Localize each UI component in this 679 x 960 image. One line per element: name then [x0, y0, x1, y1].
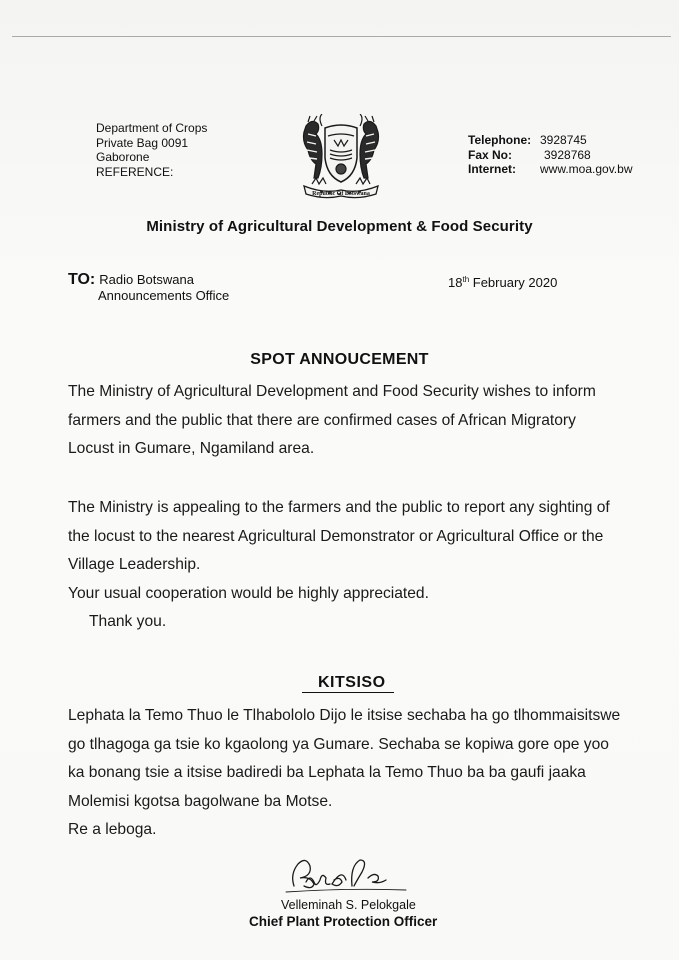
contact-label: Telephone: [468, 133, 532, 147]
text-line: The Ministry is appealing to the farmers and the public to report any sighting of [68, 499, 610, 516]
signature-image [276, 852, 416, 896]
contact-block [468, 133, 632, 177]
address-line: Department of Crops [96, 121, 208, 135]
text-line: farmers and the public that there are confirmed cases of African Migratory [68, 411, 576, 429]
address-block [96, 121, 207, 179]
contact-row-fax [468, 148, 632, 163]
signatory-title: Chief Plant Protection Officer [249, 914, 438, 929]
contact-value: www.moa.gov.bw [540, 162, 633, 176]
date-day: 18 [448, 275, 463, 290]
top-border-rule [12, 36, 671, 37]
text-line: the locust to the nearest Agricultural Demonstrator or Agricultural Office or the [68, 527, 604, 545]
text-line: ka bonang tsie a itsise badiredi ba Lephata la Temo Thuo ba ba gaufi jaaka [68, 764, 586, 781]
text-line: The Ministry of Agricultural Development and Food Security wishes to inform [68, 383, 596, 400]
english-paragraph-2 [68, 494, 638, 637]
english-paragraph-1 [68, 378, 638, 464]
contact-row-internet [468, 162, 632, 177]
contact-row-telephone [468, 133, 632, 148]
date-suffix: th [462, 275, 470, 284]
setswana-closing: Re a leboga. [68, 821, 157, 838]
crest-caption: Republic Of Botswana [312, 191, 370, 197]
english-closing: Thank you. [89, 613, 167, 630]
contact-label: Fax No: [468, 147, 513, 162]
text-line: Locust in Gumare, Ngamiland area. [68, 440, 315, 457]
recipient-line: Announcements Office [98, 288, 230, 303]
letter-date [448, 275, 557, 290]
date-rest: February 2020 [472, 275, 558, 290]
address-line: Private Bag 0091 [96, 135, 189, 150]
contact-value: 3928768 [544, 147, 591, 162]
text-line: Lephata la Temo Thuo le Tlhabololo Dijo le itsise sechaba ha go tlhommaisitswe [68, 707, 621, 724]
text-line: Your usual cooperation would be highly appreciated. [68, 584, 429, 602]
address-line: REFERENCE: [96, 164, 174, 179]
recipient-block [68, 272, 229, 304]
announcement-heading: SPOT ANNOUCEMENT [250, 351, 429, 368]
kitsiso-underline [302, 692, 394, 693]
contact-label: Internet: [468, 162, 516, 176]
text-line: Village Leadership. [68, 556, 201, 573]
signatory-name: Velleminah S. Pelokgale [281, 898, 416, 912]
ministry-title: Ministry of Agricultural Development & Food Security [146, 218, 533, 235]
kitsiso-heading: KITSISO [318, 674, 386, 691]
recipient-line: Radio Botswana [99, 272, 194, 287]
contact-value: 3928745 [540, 133, 587, 147]
to-label: TO: [68, 271, 96, 288]
text-line: go tlhagoga ga tsie ko kgaolong ya Gumare. Sechaba se kopiwa gore ope yoo [68, 735, 609, 753]
text-line: Molemisi kgotsa bagolwane ba Motse. [68, 792, 333, 810]
address-line: Gaborone [96, 150, 150, 164]
setswana-paragraph [68, 702, 638, 845]
